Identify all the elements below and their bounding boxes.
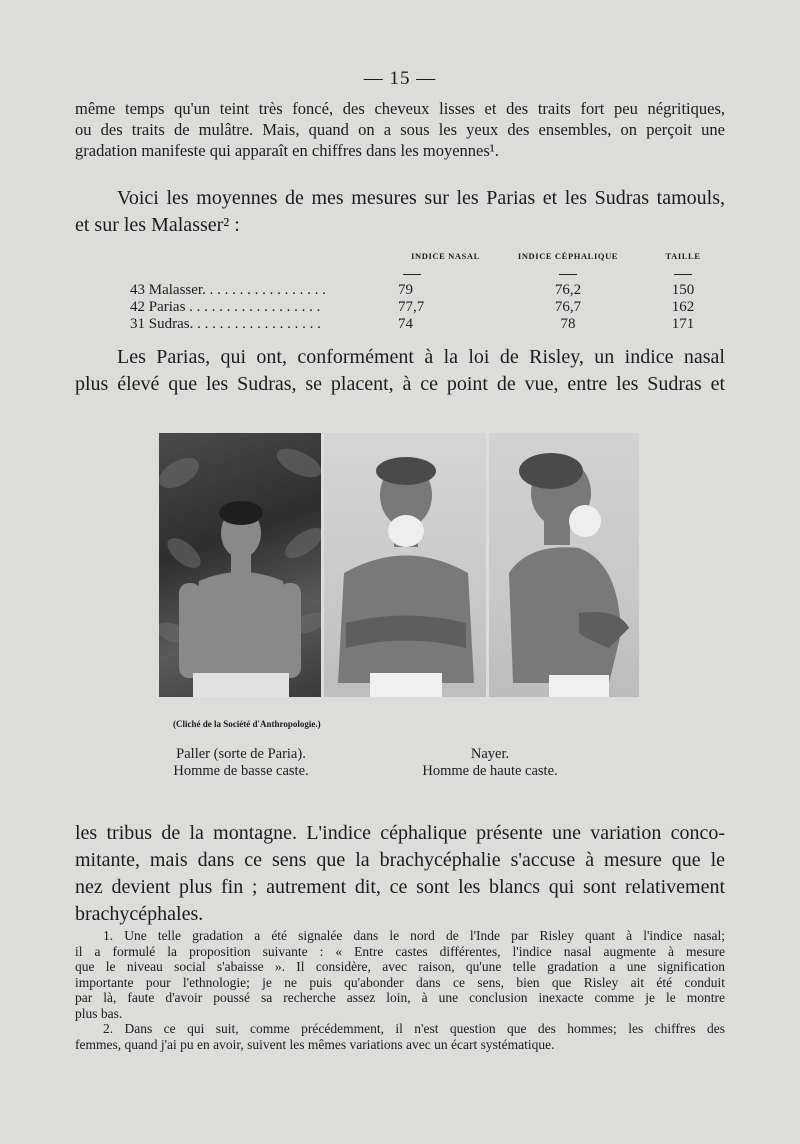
row-ceph: 76,2 — [554, 282, 582, 298]
photo-credit: (Cliché de la Société d'Anthropologie.) — [173, 719, 321, 729]
footnote-line: plus bas. — [75, 1005, 123, 1021]
row-taille: 150 — [671, 282, 695, 298]
header-taille: TAILLE — [665, 251, 701, 261]
caption-right — [400, 746, 580, 780]
caption-line: Nayer. — [470, 746, 510, 762]
footnote-line: importante pour l'ethnologie; je ne puis qu'abonder dans ce sens, bien que Risley ait été conduit — [75, 974, 725, 990]
photo-nayer-front — [324, 433, 486, 697]
text-line: les tribus de la montagne. L'indice céphalique présente une variation conco- — [75, 822, 725, 844]
paragraph-3 — [75, 344, 725, 398]
row-ceph: 78 — [560, 316, 576, 332]
row-name: 31 Sudras. . . . . . . . . . . . . . . . . . — [130, 316, 321, 332]
paragraph-4 — [75, 820, 725, 928]
caption-line: Homme de basse caste. — [173, 763, 309, 779]
row-taille: 162 — [671, 299, 695, 315]
header-rule-row — [130, 265, 733, 282]
paragraph-1 — [75, 98, 725, 161]
footnote-line: 1. Une telle gradation a été signalée dans le nord de l'Inde par Risley quant à l'indice nasal; — [103, 928, 725, 943]
row-nasal: 77,7 — [398, 299, 425, 315]
footnote-line: que le niveau social s'abaisse ». Il considère, avec raison, qu'une telle gradation a une signification — [75, 959, 725, 974]
footnote-line: 2. Dans ce qui suit, comme précédemment, il n'est question que des hommes; les chiffres des — [103, 1021, 725, 1036]
header-rule — [674, 274, 692, 275]
table-row — [130, 282, 733, 299]
text-line: même temps qu'un teint très foncé, des cheveux lisses et des traits fort peu négritiques, — [75, 99, 725, 118]
text-line: Voici les moyennes de mes mesures sur les Parias et les Sudras tamouls, — [117, 187, 725, 209]
text-line: nez devient plus fin ; autrement dit, ce sont les blancs qui sont relativement — [75, 876, 725, 898]
row-ceph: 76,7 — [554, 299, 582, 315]
text-line: Les Parias, qui ont, conformément à la loi de Risley, un indice nasal — [117, 346, 725, 368]
footnotes — [75, 928, 725, 1052]
photo-nayer-profile — [489, 433, 639, 697]
footnote-line: femmes, quand j'ai pu en avoir, suivent les mêmes variations avec un écart systématique. — [75, 1036, 555, 1052]
footnote-line: par là, faute d'avoir poussé sa recherche assez loin, à une conclusion inexacte comme je le montre — [75, 990, 725, 1005]
measurements-table — [130, 248, 733, 333]
text-line: brachycéphales. — [75, 903, 204, 925]
row-nasal: 79 — [398, 282, 413, 298]
row-taille: 171 — [671, 316, 695, 332]
page-number: — 15 — — [363, 68, 437, 89]
caption-left — [156, 746, 326, 780]
header-indice-nasal: INDICE NASAL — [411, 251, 480, 261]
header-indice-cephalique: INDICE CÉPHALIQUE — [517, 251, 619, 261]
header-rule — [559, 274, 577, 275]
table-header-empty — [130, 248, 388, 265]
paragraph-2 — [75, 185, 725, 239]
row-name: 42 Parias . . . . . . . . . . . . . . . . . . — [130, 299, 321, 315]
caption-line: Paller (sorte de Paria). — [176, 746, 306, 762]
text-line: et sur les Malasser² : — [75, 214, 240, 236]
row-nasal: 74 — [398, 316, 413, 332]
photo-paller — [159, 433, 321, 697]
text-line: plus élevé que les Sudras, se placent, à ce point de vue, entre les Sudras et — [75, 373, 725, 395]
text-line: ou des traits de mulâtre. Mais, quand on a sous les yeux des ensembles, on perçoit une — [75, 120, 725, 139]
text-line: gradation manifeste qui apparaît en chiffres dans les moyennes¹. — [75, 141, 499, 160]
caption-line: Homme de haute caste. — [422, 763, 558, 779]
row-name: 43 Malasser. . . . . . . . . . . . . . . . . — [130, 282, 326, 298]
text-line: mitante, mais dans ce sens que la brachycéphalie s'accuse à mesure que le — [75, 849, 725, 871]
table-row — [130, 299, 733, 316]
table-row — [130, 316, 733, 333]
header-rule — [403, 274, 421, 275]
footnote-line: il a formulé la proposition suivante : « Entre castes différentes, l'indice nasal augmente à mesure — [75, 943, 725, 959]
